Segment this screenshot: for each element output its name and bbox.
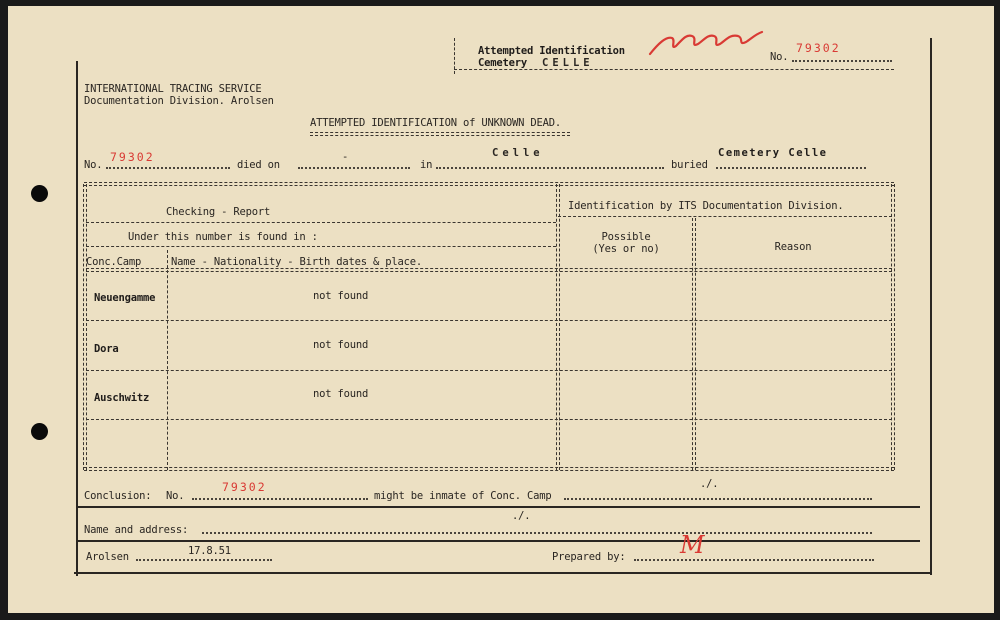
org-line1: INTERNATIONAL TRACING SERVICE <box>84 83 262 95</box>
table-left-border <box>83 184 87 470</box>
col-header-camp: Conc.Camp <box>86 256 142 268</box>
row-camp: Dora <box>94 343 119 355</box>
frame-bottom <box>74 572 932 574</box>
name-address-rule <box>76 540 920 542</box>
table-possible-divider <box>692 218 696 470</box>
conclusion-camp-value: ./. <box>700 478 719 490</box>
conclusion-camp-label: might be inmate of Conc. Camp <box>374 490 552 502</box>
record-in-dots <box>436 167 664 169</box>
col-header-possible-2: (Yes or no) <box>592 243 660 255</box>
col-header-name: Name - Nationality - Birth dates & place. <box>171 256 422 268</box>
row-result: not found <box>313 339 369 351</box>
header-no-label: No. <box>770 51 789 63</box>
conclusion-label: Conclusion: <box>84 490 152 502</box>
record-buried-dots <box>716 167 866 169</box>
footer-place: Arolsen <box>86 551 129 563</box>
footer-place-dots <box>136 559 272 561</box>
table-center-divider <box>556 184 560 470</box>
row-camp: Auschwitz <box>94 392 150 404</box>
title-underline <box>310 132 570 136</box>
table-rule-1 <box>558 216 892 217</box>
record-died-value: - <box>342 151 349 163</box>
identification-header: Identification by ITS Documentation Division. <box>568 200 844 212</box>
record-card <box>8 6 994 613</box>
table-row-rule-3 <box>86 419 892 420</box>
footer-date: 17.8.51 <box>188 545 231 557</box>
record-no-value: 79302 <box>110 150 155 164</box>
conclusion-no-value: 79302 <box>222 480 267 494</box>
table-rule-3 <box>86 246 556 247</box>
table-rule-2 <box>86 222 556 223</box>
name-address-label: Name and address: <box>84 524 189 536</box>
conclusion-rule <box>76 506 920 508</box>
col-header-reason: Reason <box>774 241 812 253</box>
header-box-line2-prefix: Cemetery <box>478 57 527 69</box>
page-title: ATTEMPTED IDENTIFICATION of UNKNOWN DEAD. <box>310 117 561 129</box>
record-in-value: Celle <box>492 147 544 159</box>
record-buried-value: Cemetery Celle <box>718 147 828 159</box>
handwritten-none-mark <box>646 20 766 60</box>
name-address-dots <box>202 532 872 534</box>
prepared-by-initial: M <box>680 531 705 559</box>
header-box-bottom <box>454 69 894 70</box>
found-in-subheader: Under this number is found in : <box>128 231 318 243</box>
punch-hole-top <box>31 185 48 202</box>
record-buried-label: buried <box>671 159 708 171</box>
table-bottom-border <box>84 467 894 471</box>
table-row-rule-1 <box>86 320 892 321</box>
prepared-by-dots <box>634 559 874 561</box>
org-line2: Documentation Division. Arolsen <box>84 95 274 107</box>
row-camp: Neuengamme <box>94 292 156 304</box>
record-no-dots <box>106 167 230 169</box>
conclusion-no-label: No. <box>166 490 185 502</box>
prepared-by-label: Prepared by: <box>552 551 626 563</box>
col-header-possible-1: Possible <box>601 231 651 243</box>
frame-right <box>930 38 932 575</box>
frame-left <box>76 61 78 576</box>
record-died-label: died on <box>237 159 280 171</box>
table-camp-divider <box>167 250 168 470</box>
header-box-cemetery-name: CELLE <box>542 57 594 69</box>
row-result: not found <box>313 290 369 302</box>
table-row-rule-2 <box>86 370 892 371</box>
table-top-border <box>84 182 894 186</box>
header-no-value: 79302 <box>796 41 841 55</box>
record-no-label: No. <box>84 159 103 171</box>
record-in-label: in <box>420 159 433 171</box>
header-no-dots <box>792 60 892 62</box>
table-right-border <box>891 184 895 470</box>
record-died-dots <box>298 167 410 169</box>
table-header-rule <box>86 268 892 272</box>
row-result: not found <box>313 388 369 400</box>
conclusion-no-dots <box>192 498 368 500</box>
header-box-line1: Attempted Identification <box>478 45 625 57</box>
checking-report-header: Checking - Report <box>166 206 271 218</box>
punch-hole-bottom <box>31 423 48 440</box>
name-address-value: ./. <box>512 510 531 522</box>
conclusion-camp-dots <box>564 498 872 500</box>
